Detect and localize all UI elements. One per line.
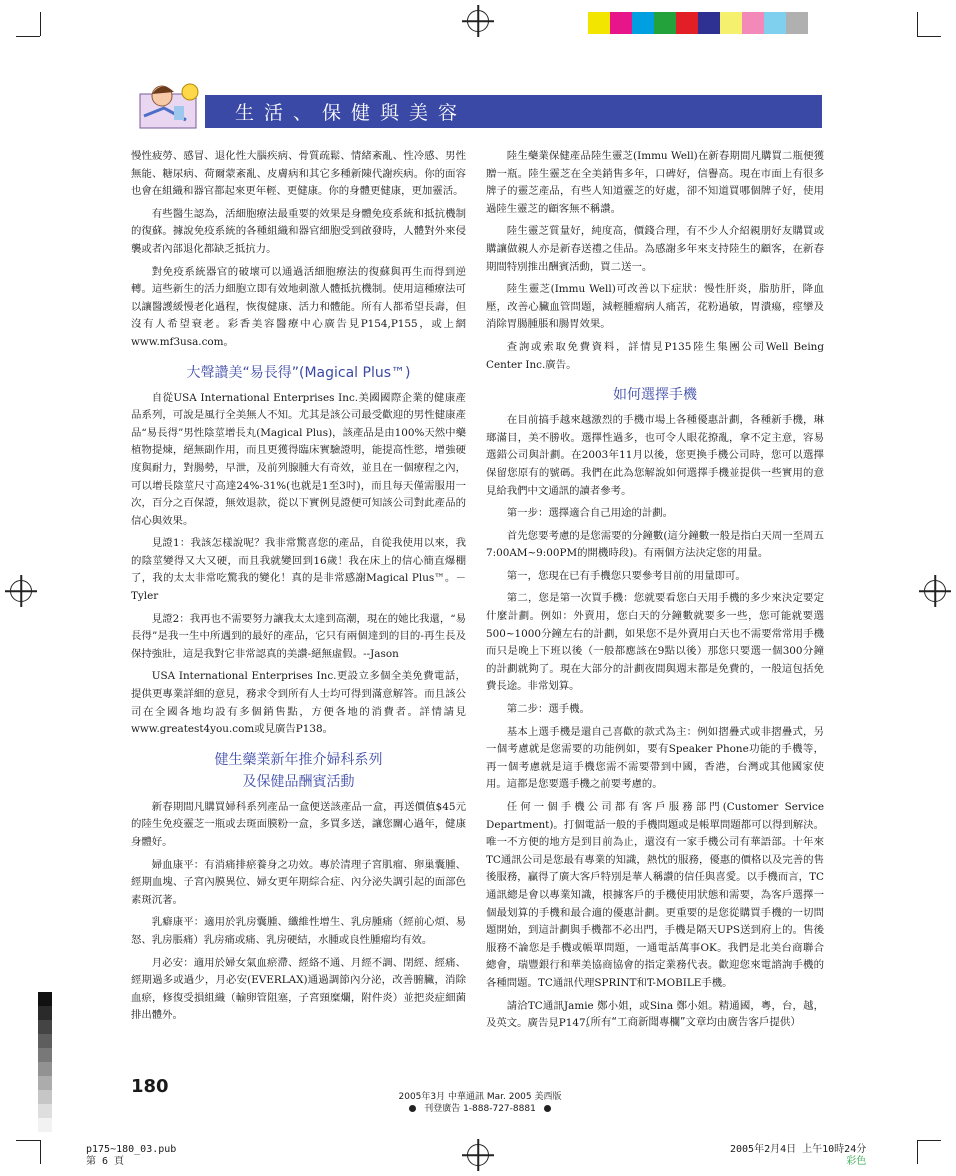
page-number: 180 bbox=[131, 1076, 169, 1097]
crop-mark bbox=[40, 12, 41, 36]
article-paragraph: 在目前搞手越來越激烈的手機市場上各種優惠計劃，各種新手機，琳瑯滿目，美不勝收。選擇性過多，也可令人眼花撩亂，拿不定主意，容易選錯公司與計劃。在2003年11月以後，您更換手機公司時，您可以選擇保留您原有的號碼。我們在此為您解說如何選擇手機並提供一些實用的意見給我們中文通訊的讀者參考。 bbox=[486, 414, 824, 497]
column-footnote: （所有“工商新聞專欄”文章均由廣告客戶提供） bbox=[580, 1016, 801, 1028]
article-paragraph: 第一，您現在已有手機您只要參考目前的用量即可。 bbox=[506, 569, 746, 582]
slug-page: 第 6 頁 bbox=[86, 1156, 125, 1167]
color-swatch bbox=[742, 12, 764, 34]
registration-mark-left bbox=[10, 580, 32, 602]
color-swatch bbox=[764, 12, 786, 34]
crop-mark bbox=[917, 1140, 941, 1141]
slug-color-row bbox=[730, 1156, 866, 1168]
article-paragraph: 第二步：選手機。 bbox=[506, 703, 590, 716]
issue-info bbox=[380, 1091, 580, 1115]
color-swatch bbox=[720, 12, 742, 34]
issue-line: 2005年3月 中華通訊 Mar. 2005 美西版 bbox=[398, 1092, 562, 1102]
gray-swatch bbox=[38, 992, 52, 1006]
article-paragraph: 第一步：選擇適合自己用途的計劃。 bbox=[506, 507, 674, 520]
color-swatch bbox=[588, 12, 610, 34]
registration-mark-bottom bbox=[467, 1144, 489, 1166]
crop-mark bbox=[917, 36, 941, 37]
article-paragraph: 首先您要考慮的是您需要的分鐘數(這分鐘數一般是指白天周一至周五7:00AM~9:00PM的開機時段)。有兩個方法決定您的用量。 bbox=[486, 529, 824, 560]
intro-paragraph: 對免疫系統器官的破壞可以通過活細胞療法的復蘇與再生而得到逆轉。這些新生的活力細胞立即有效地刺激人體抵抗機制。使用這種療法可以讓醫護緩慢老化過程，恢復健康、活力和體能。所有人都希望長壽，但沒有人希望衰老。彩香美容醫療中心廣告見P154,P155，或上網www.mf3usa.com。 bbox=[131, 265, 466, 348]
gray-swatch bbox=[38, 1118, 52, 1132]
section-logo-illustration bbox=[134, 76, 216, 132]
gray-swatch bbox=[38, 1076, 52, 1090]
article-title-line-1: 健生藥業新年推介婦科系列 bbox=[214, 751, 383, 768]
gray-swatch bbox=[38, 1104, 52, 1118]
article-title-line-2: 及保健品酬賓活動 bbox=[242, 773, 355, 790]
article-paragraph: 請洽TC通訊Jamie 鄭小姐，或Sina 鄭小姐。精通國，粵，台，越，及英文。廣告見P147。 bbox=[486, 999, 824, 1030]
color-swatch bbox=[676, 12, 698, 34]
color-swatch bbox=[654, 12, 676, 34]
gray-swatch bbox=[38, 1006, 52, 1020]
crop-mark bbox=[16, 36, 40, 37]
crop-mark bbox=[917, 12, 918, 36]
article-paragraph: 婦血康平：有消痛排瘀養身之功效。專於清理子宮肌瘤、卵巢囊腫、經期血塊、子宮內膜異位、婦女更年期綜合症、內分泌失調引起的面部色素斑沉著。 bbox=[131, 858, 466, 906]
crop-mark bbox=[40, 1140, 41, 1164]
slug-left bbox=[86, 1144, 176, 1168]
article-title-choose-phone: 如何選擇手機 bbox=[613, 387, 697, 404]
crop-mark bbox=[16, 1140, 40, 1141]
article-paragraph: 基本上選手機是還自己喜歡的款式為主：例如摺疊式或非摺疊式，另一個考慮就是您需要的功能例如，要有Speaker Phone功能的手機等，再一個考慮就是這手機您需不需要帶到中國，香港，台灣或其他國家使用。這都是您要選手機之前要考慮的。 bbox=[486, 725, 824, 791]
intro-paragraph: 有些醫生認為，活細胞療法最重要的效果是身體免疫系統和抵抗機制的復蘇。據說免疫系統的各種組織和器官細胞受到啟發時，人體對外來侵襲或者內部退化都缺乏抵抗力。 bbox=[131, 207, 466, 255]
gray-swatch bbox=[38, 1048, 52, 1062]
crop-mark bbox=[917, 1140, 918, 1164]
left-column bbox=[131, 148, 466, 1030]
intro-paragraph: 陸生藥業保健產品陸生靈芝(Immu Well)在新春期間凡購買二瓶便獲贈一瓶。陸生靈芝在全美銷售多年，口碑好，信譽高。現在市面上有很多牌子的靈芝產品，有些人知道靈芝的好處，卻不知道買哪個牌子好，使用過陸生靈芝的顧客無不稱讚。 bbox=[486, 150, 824, 215]
gray-swatch bbox=[38, 1062, 52, 1076]
article-paragraph: 新春期間凡購買婦科系列產品一盒便送該產品一盒，再送價值$45元的陸生免疫靈芝一瓶或去斑面膜粉一盒，多買多送，讓您關心過年，健康身體好。 bbox=[131, 800, 466, 848]
intro-paragraph: 慢性疲勞、感冒、退化性大腦疾病、骨質疏鬆、情緒紊亂、性冷感、男性無能、糖尿病、荷爾蒙紊亂、皮膚病和其它多種新陳代謝疾病。你的面容也會在組織和器官都起來更年輕、更健康。你的身體更健康，更加靈活。 bbox=[131, 150, 466, 198]
registration-mark-top bbox=[467, 10, 489, 32]
color-swatch bbox=[610, 12, 632, 34]
intro-paragraph: 陸生靈芝質量好，純度高，價錢合理，有不少人介紹親朋好友購買或購讓做親人亦是新春送禮之佳品。為感謝多年來支持陸生的顧客，在新春期間特別推出酬賓活動，買二送一。 bbox=[486, 225, 824, 273]
right-column bbox=[486, 148, 824, 1038]
article-paragraph: 見證1：我該怎樣說呢？我非常驚喜您的產品，自從我使用以來，我的陰莖變得又大又硬，而且我就變回到16歲！我在床上的信心簡直爆棚了，我的太太非常吃驚我的變化！真的是非常感謝Magical Plus™。－Tyler bbox=[131, 537, 466, 603]
section-title: 生活、保健與美容 bbox=[235, 102, 468, 124]
color-swatch bbox=[786, 12, 808, 34]
article-paragraph: 任何一個手機公司都有客戶服務部門(Customer Service Department)。打個電話一般的手機問題或是帳單問題都可以得到解決。唯一不方便的地方是到目前為止，還沒有一家手機公司有華語部。十年來TC通訊公司是您最有專業的知識，熱忱的服務，優惠的價格以及完善的售後服務，贏得了廣大客戶特別是華人稱讚的信任與喜愛。以手機而言，TC通訊總是會以專業知識，根據客戶的手機使用狀態和需要，為客戶選擇一個最划算的手機和最合適的優惠計劃。更重要的是您從購買手機的一切問題開始，到這計劃與手機都不必出門，手機是隔天UPS送到府上的。售後服務不論您是手機或帳單問題，一通電話萬事OK。我們是北美台商聯合總會，瑞豐銀行和華美協商協會的指定業務代表。歡迎您來電諮詢手機的各種問題。TC通訊代理SPRINT和T-MOBILE手機。 bbox=[486, 801, 824, 989]
gray-swatch bbox=[38, 1020, 52, 1034]
gray-swatch bbox=[38, 1034, 52, 1048]
article-paragraph: 乳癖康平：適用於乳房囊腫、纖維性增生、乳房腫痛（經前心煩、易怒、乳房脹痛）乳房痛或痛、乳房硬結，水腫或良性腫瘤均有效。 bbox=[131, 916, 466, 946]
bullet-icon bbox=[409, 1105, 416, 1112]
article-paragraph: 第二，您是第一次買手機：您就要看您白天用手機的多少來決定要定什麼計劃。例如：外賣用，您白天的分鐘數就要多一些，您可能就要選500~1000分鐘左右的計劃，如果您不是外賣用白天也不需要常常用手機而只是晚上下班以後（一般都應該在9點以後）那您只要選一個300分鐘的計劃就夠了。現在大部分的計劃夜間與週末都是免費的，一般這包括免費長途。非常划算。 bbox=[486, 592, 824, 693]
article-paragraph: 月必安：適用於婦女氣血瘀滯、經絡不通、月經不調、閉經、經痛、經期過多或過少，月必安(EVERLAX)通過調節內分泌，改善腑臟，消除血瘀，修復受損組織（輸卵管阻塞，子宮頸糜爛，附件炎）並把炎症細菌排出體外。 bbox=[131, 956, 466, 1022]
gray-swatch bbox=[38, 1090, 52, 1104]
slug-color-label: 彩色 bbox=[846, 1156, 867, 1167]
section-banner bbox=[205, 95, 822, 128]
color-calibration-bar bbox=[588, 12, 808, 34]
registration-mark-right bbox=[924, 580, 946, 602]
article-paragraph: 見證2：我再也不需要努力讓我太太達到高潮，現在的她比我還，“易長得”是我一生中所遇到的最好的產品，它只有兩個達到的目的-再生長及保持強壯，這是我對它非常認真的美讚-絕無虛假。--Jason bbox=[131, 612, 466, 660]
ad-hotline: 刊登廣告 1-888-727-8881 bbox=[424, 1104, 536, 1114]
slug-right bbox=[730, 1144, 866, 1168]
bullet-icon bbox=[544, 1105, 551, 1112]
slug-date: 2005年2月4日 上午10時24分 bbox=[730, 1144, 867, 1155]
color-swatch bbox=[632, 12, 654, 34]
article-title-magical-plus: 大聲讚美“易長得”(Magical Plus™) bbox=[186, 364, 411, 381]
article-title-gynecology bbox=[131, 749, 466, 793]
intro-paragraph: 查詢或索取免費資料，詳情見P135陸生集團公司Well Being Center Inc.廣告。 bbox=[486, 340, 824, 371]
ad-hotline-row bbox=[380, 1103, 580, 1115]
slug-file: p175~180_03.pub bbox=[86, 1144, 177, 1155]
article-paragraph: 自從USA International Enterprises Inc.美國國際企業的健康產品系列，可說是風行全美無人不知。尤其是該公司最受歡迎的男性健康產品“易長得”男性陰莖增長丸(Magical Plus)，該產品是由100%天然中藥植物提煉，絕無副作用，而且更獲得臨床實驗證明，能提高性慾，增強硬度與耐力，對腸勢，早泄，及前列腺腫大有奇效，並且在一個療程之內，可以增長陰莖尺寸高達24%-31%(也就是1至3吋)，而且每天僅需服用一次，百分之百保證，無效退款，從以下實例見證便可知該公司對此產品的信心與效果。 bbox=[131, 391, 466, 527]
article-paragraph: USA International Enterprises Inc.更設立多個全美免費電話，提供更專業詳細的意見，務求令到所有人士均可得到滿意解答。而且該公司在全國各地均設有多個銷售點，方便各地的消費者。詳情請見www.greatest4you.com或見廣告P138。 bbox=[131, 670, 466, 736]
intro-paragraph: 陸生靈芝(Immu Well)可改善以下症狀：慢性肝炎，脂肪肝，降血壓，改善心臟血管問題，減輕腫瘤病人痛苦，花粉過敏，胃潰瘍，痙攣及消除胃腸腫脹和腸胃效果。 bbox=[486, 283, 824, 331]
color-swatch bbox=[698, 12, 720, 34]
gray-calibration-bar bbox=[38, 992, 52, 1132]
